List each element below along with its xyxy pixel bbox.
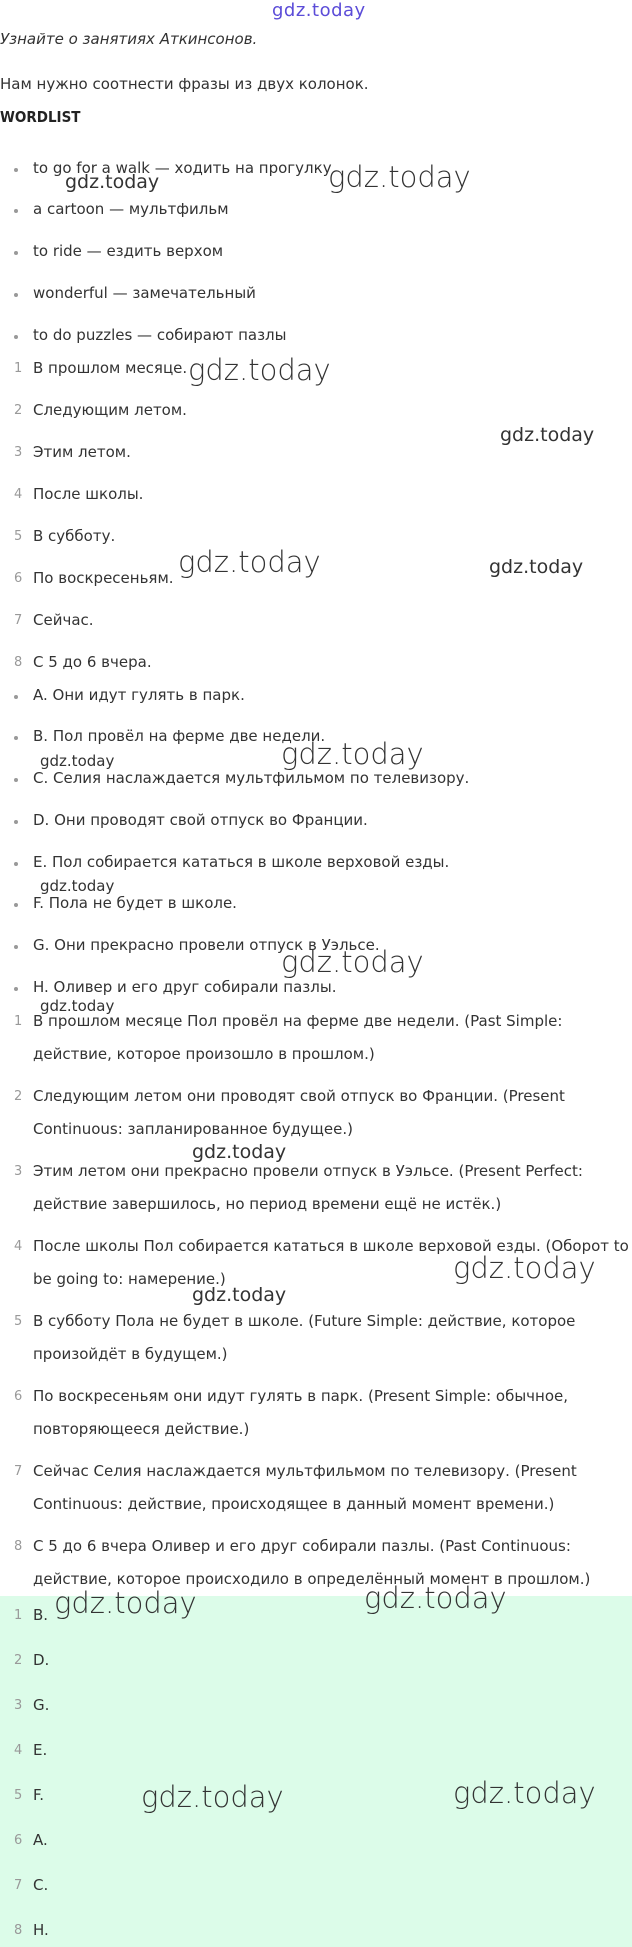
watermark: gdz.today xyxy=(40,752,115,770)
phrase-text: Этим летом. xyxy=(33,443,131,461)
item-number: 8 xyxy=(14,655,23,670)
item-number: 6 xyxy=(14,1389,23,1404)
watermark: gdz.today xyxy=(141,1780,284,1814)
explanation-text: В прошлом месяце Пол провёл на ферме две недели. (Past Simple: действие, которое произошло в прошлом.) xyxy=(33,1012,563,1063)
watermark: gdz.today xyxy=(453,1251,596,1285)
phrase-text: Сейчас. xyxy=(33,611,94,629)
explanation-text: С 5 до 6 вчера Оливер и его друг собирали пазлы. (Past Continuous: действие, которое происходило в определённый момент в прошлом.) xyxy=(33,1537,591,1588)
wordlist-item-text: to ride — ездить верхом xyxy=(33,242,224,260)
option-text: C. Селия наслаждается мультфильмом по телевизору. xyxy=(33,769,470,787)
bullet-icon xyxy=(14,293,18,297)
watermark: gdz.today xyxy=(192,1284,287,1306)
explanation-text: Сейчас Селия наслаждается мультфильмом по телевизору. (Present Continuous: действие, происходящее в данный момент времени.) xyxy=(33,1462,577,1513)
answer-text: H. xyxy=(33,1921,49,1939)
watermark: gdz.today xyxy=(453,1776,596,1810)
watermark: gdz.today xyxy=(281,945,424,979)
answer-text: F. xyxy=(33,1786,44,1804)
bullet-icon xyxy=(14,209,18,213)
item-number: 3 xyxy=(14,1698,23,1713)
wordlist-item-text: a cartoon — мультфильм xyxy=(33,200,229,218)
bullet-icon xyxy=(14,736,18,740)
phrase-text: Следующим летом. xyxy=(33,401,187,419)
item-number: 7 xyxy=(14,1464,23,1479)
bullet-icon xyxy=(14,945,18,949)
bullet-icon xyxy=(14,335,18,339)
item-number: 3 xyxy=(14,445,23,460)
watermark: gdz.today xyxy=(500,424,595,446)
phrase-text: После школы. xyxy=(33,485,144,503)
phrase-text: В прошлом месяце. xyxy=(33,359,188,377)
watermark: gdz.today xyxy=(178,545,321,579)
bullet-icon xyxy=(14,862,18,866)
watermark: gdz.today xyxy=(65,171,160,193)
answer-text: B. xyxy=(33,1606,49,1624)
item-number: 4 xyxy=(14,487,23,502)
bullet-icon xyxy=(14,695,18,699)
item-number: 5 xyxy=(14,1314,23,1329)
option-text: B. Пол провёл на ферме две недели. xyxy=(33,727,326,745)
item-number: 2 xyxy=(14,1653,23,1668)
bullet-icon xyxy=(14,168,18,172)
intro-text: Узнайте о занятиях Аткинсонов. xyxy=(0,30,258,48)
item-number: 1 xyxy=(14,1608,23,1623)
explanation-text: По воскресеньям они идут гулять в парк. (Present Simple: обычное, повторяющееся действие.) xyxy=(33,1387,569,1438)
watermark: gdz.today xyxy=(489,556,584,578)
option-text: E. Пол собирается кататься в школе верховой езды. xyxy=(33,853,450,871)
explanation-text: После школы Пол собирается кататься в школе верховой езды. (Оборот to be going to: намерение.) xyxy=(33,1237,629,1288)
option-text: G. Они прекрасно провели отпуск в Уэльсе. xyxy=(33,936,380,954)
watermark: gdz.today xyxy=(328,160,471,194)
item-number: 7 xyxy=(14,1878,23,1893)
watermark: gdz.today xyxy=(281,737,424,771)
task-text: Нам нужно соотнести фразы из двух колонок. xyxy=(0,75,369,93)
item-number: 8 xyxy=(14,1539,23,1554)
item-number: 1 xyxy=(14,361,23,376)
watermark: gdz.today xyxy=(192,1141,287,1163)
item-number: 3 xyxy=(14,1164,23,1179)
item-number: 2 xyxy=(14,403,23,418)
phrase-text: По воскресеньям. xyxy=(33,569,174,587)
answers-box xyxy=(0,1596,632,1947)
watermark: gdz.today xyxy=(40,997,115,1015)
answer-text: C. xyxy=(33,1876,49,1894)
wordlist-title: WORDLIST xyxy=(0,108,81,126)
answer-text: A. xyxy=(33,1831,48,1849)
option-text: D. Они проводят свой отпуск во Франции. xyxy=(33,811,368,829)
explanation-text: В субботу Пола не будет в школе. (Future Simple: действие, которое произойдёт в будущем.) xyxy=(33,1312,576,1363)
wordlist-item-text: to go for a walk — ходить на прогулку xyxy=(33,159,332,177)
answer-text: G. xyxy=(33,1696,50,1714)
wordlist-item-text: to do puzzles — собирают пазлы xyxy=(33,326,287,344)
item-number: 5 xyxy=(14,529,23,544)
item-number: 8 xyxy=(14,1923,23,1938)
option-text: F. Пола не будет в школе. xyxy=(33,894,237,912)
item-number: 6 xyxy=(14,1833,23,1848)
explanation-text: Этим летом они прекрасно провели отпуск в Уэльсе. (Present Perfect: действие завершилось, но период времени ещё не истёк.) xyxy=(33,1162,583,1213)
explanation-text: Следующим летом они проводят свой отпуск во Франции. (Present Continuous: запланированное будущее.) xyxy=(33,1087,565,1138)
bullet-icon xyxy=(14,903,18,907)
watermark: gdz.today xyxy=(40,877,115,895)
bullet-icon xyxy=(14,820,18,824)
answer-text: D. xyxy=(33,1651,50,1669)
answer-text: E. xyxy=(33,1741,48,1759)
phrase-text: В субботу. xyxy=(33,527,116,545)
item-number: 4 xyxy=(14,1743,23,1758)
watermark: gdz.today xyxy=(364,1581,507,1615)
item-number: 6 xyxy=(14,571,23,586)
item-number: 2 xyxy=(14,1089,23,1104)
item-number: 1 xyxy=(14,1014,23,1029)
bullet-icon xyxy=(14,987,18,991)
site-logo[interactable]: gdz.today xyxy=(272,0,366,21)
wordlist-item-text: wonderful — замечательный xyxy=(33,284,256,302)
watermark: gdz.today xyxy=(188,353,331,387)
bullet-icon xyxy=(14,251,18,255)
item-number: 7 xyxy=(14,613,23,628)
item-number: 4 xyxy=(14,1239,23,1254)
option-text: A. Они идут гулять в парк. xyxy=(33,686,245,704)
phrase-text: С 5 до 6 вчера. xyxy=(33,653,152,671)
watermark: gdz.today xyxy=(54,1586,197,1620)
option-text: H. Оливер и его друг собирали пазлы. xyxy=(33,978,337,996)
item-number: 5 xyxy=(14,1788,23,1803)
bullet-icon xyxy=(14,778,18,782)
